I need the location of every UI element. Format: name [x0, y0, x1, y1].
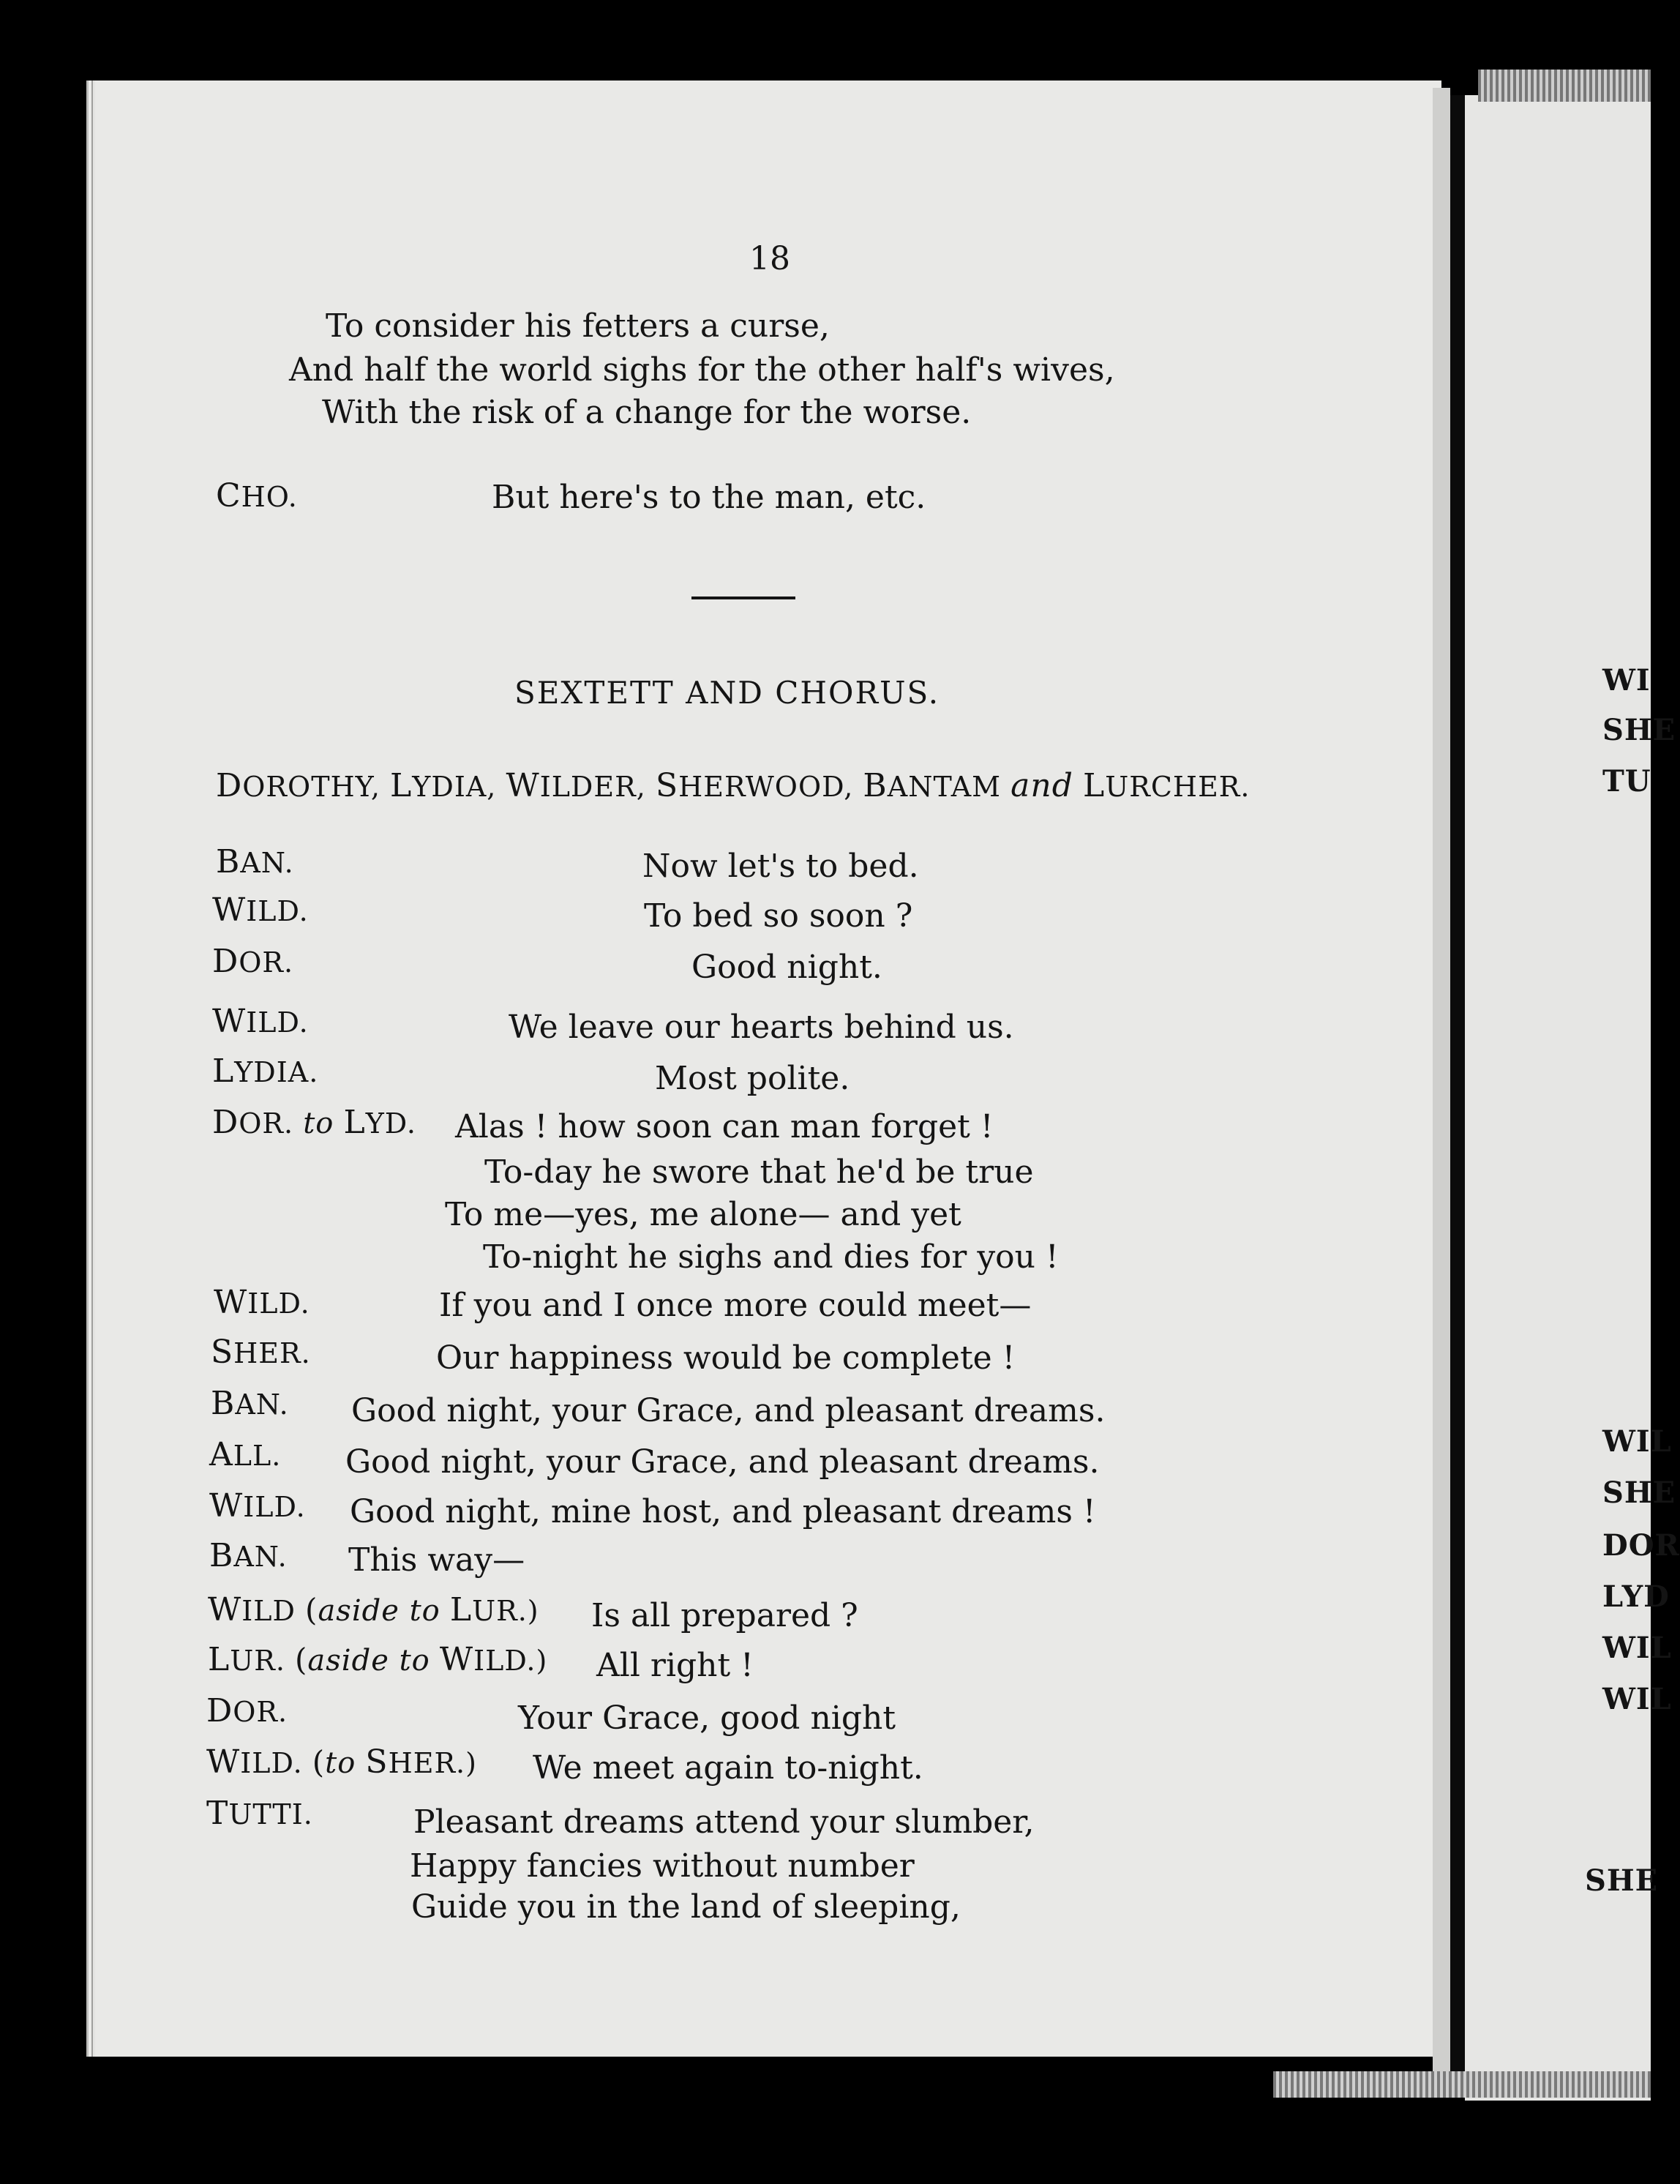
facing-speaker: WIL: [1602, 1424, 1672, 1459]
speaker-dor: DOR.: [206, 1692, 288, 1729]
facing-speaker: WI: [1602, 663, 1651, 698]
speaker-tutti: TUTTI.: [206, 1795, 313, 1832]
cast-list: DOROTHY, LYDIA, WILDER, SHERWOOD, BANTAM and LURCHER.: [216, 767, 1250, 804]
section-divider: [691, 597, 795, 599]
speaker-wild: WILD.: [214, 1284, 310, 1321]
verse-line: And half the world sighs for the other half's wives,: [289, 351, 1115, 389]
speaker-wild-aside-lur: WILD (aside to LUR.): [208, 1591, 539, 1628]
dialogue-line: Good night, your Grace, and pleasant dreams.: [345, 1443, 1100, 1481]
speaker-wild: WILD.: [212, 1003, 309, 1040]
dialogue-line: To me—yes, me alone— and yet: [445, 1196, 961, 1233]
dialogue-line: If you and I once more could meet—: [439, 1287, 1032, 1324]
facing-speaker: DOR: [1602, 1528, 1680, 1563]
dialogue-line: Pleasant dreams attend your slumber,: [413, 1803, 1035, 1841]
dialogue-line: This way—: [348, 1541, 525, 1579]
dialogue-line: Your Grace, good night: [518, 1699, 896, 1737]
facing-speaker: WIL: [1602, 1631, 1672, 1665]
speaker-wild-to-sher: WILD. (to SHER.): [206, 1743, 477, 1781]
facing-speaker: SHE: [1602, 713, 1676, 747]
scan-strip-bottom: [1273, 2071, 1651, 2098]
facing-speaker: WIL: [1602, 1682, 1672, 1716]
facing-speaker: SHE: [1585, 1863, 1659, 1898]
dialogue-line: To-day he swore that he'd be true: [484, 1153, 1034, 1191]
dialogue-line: Alas ! how soon can man forget !: [455, 1108, 994, 1145]
speaker-lydia: LYDIA.: [212, 1052, 319, 1090]
dialogue-line: Our happiness would be complete !: [436, 1339, 1016, 1377]
speaker-dor-to-lyd: DOR. to LYD.: [212, 1104, 416, 1141]
dialogue-line: Guide you in the land of sleeping,: [411, 1888, 961, 1926]
dialogue-line: Good night, your Grace, and pleasant dreams.: [351, 1392, 1106, 1429]
section-title: SEXTETT AND CHORUS.: [514, 675, 940, 711]
speaker-cho: CHO.: [216, 477, 298, 515]
dialogue-line: To bed so soon ?: [644, 897, 913, 935]
dialogue-line: We leave our hearts behind us.: [509, 1009, 1014, 1046]
speaker-ban: BAN.: [211, 1385, 289, 1422]
dialogue-line: Now let's to bed.: [642, 848, 919, 885]
speaker-ban: BAN.: [209, 1537, 288, 1574]
speaker-all: ALL.: [209, 1436, 282, 1473]
speaker-wild: WILD.: [212, 891, 309, 929]
dialogue-line: Good night.: [691, 949, 882, 986]
verse-line: To consider his fetters a curse,: [326, 307, 830, 345]
facing-page: [1465, 95, 1651, 2101]
speaker-lur-aside-wild: LUR. (aside to WILD.): [208, 1641, 548, 1678]
facing-speaker: SHE: [1602, 1476, 1676, 1510]
verse-line: With the risk of a change for the worse.: [322, 394, 972, 431]
dialogue-line: All right !: [596, 1647, 754, 1684]
speaker-dor: DOR.: [212, 943, 294, 980]
book-spine: [1450, 95, 1465, 2093]
chorus-line: But here's to the man, etc.: [492, 479, 926, 516]
facing-speaker: TU: [1602, 764, 1651, 799]
page-number: 18: [749, 240, 790, 277]
page-edge: [1433, 88, 1450, 2079]
dialogue-line: Most polite.: [655, 1060, 850, 1097]
speaker-sher: SHER.: [211, 1334, 311, 1371]
facing-speaker: LYD: [1602, 1579, 1670, 1614]
dialogue-line: Happy fancies without number: [410, 1847, 915, 1885]
dialogue-line: Is all prepared ?: [591, 1597, 858, 1634]
dialogue-line: To-night he sighs and dies for you !: [483, 1238, 1059, 1276]
speaker-ban: BAN.: [216, 843, 294, 880]
dialogue-line: We meet again to-night.: [533, 1749, 923, 1787]
dialogue-line: Good night, mine host, and pleasant dreams !: [350, 1493, 1096, 1530]
speaker-wild: WILD.: [209, 1487, 306, 1525]
scan-strip-top: [1478, 70, 1651, 102]
